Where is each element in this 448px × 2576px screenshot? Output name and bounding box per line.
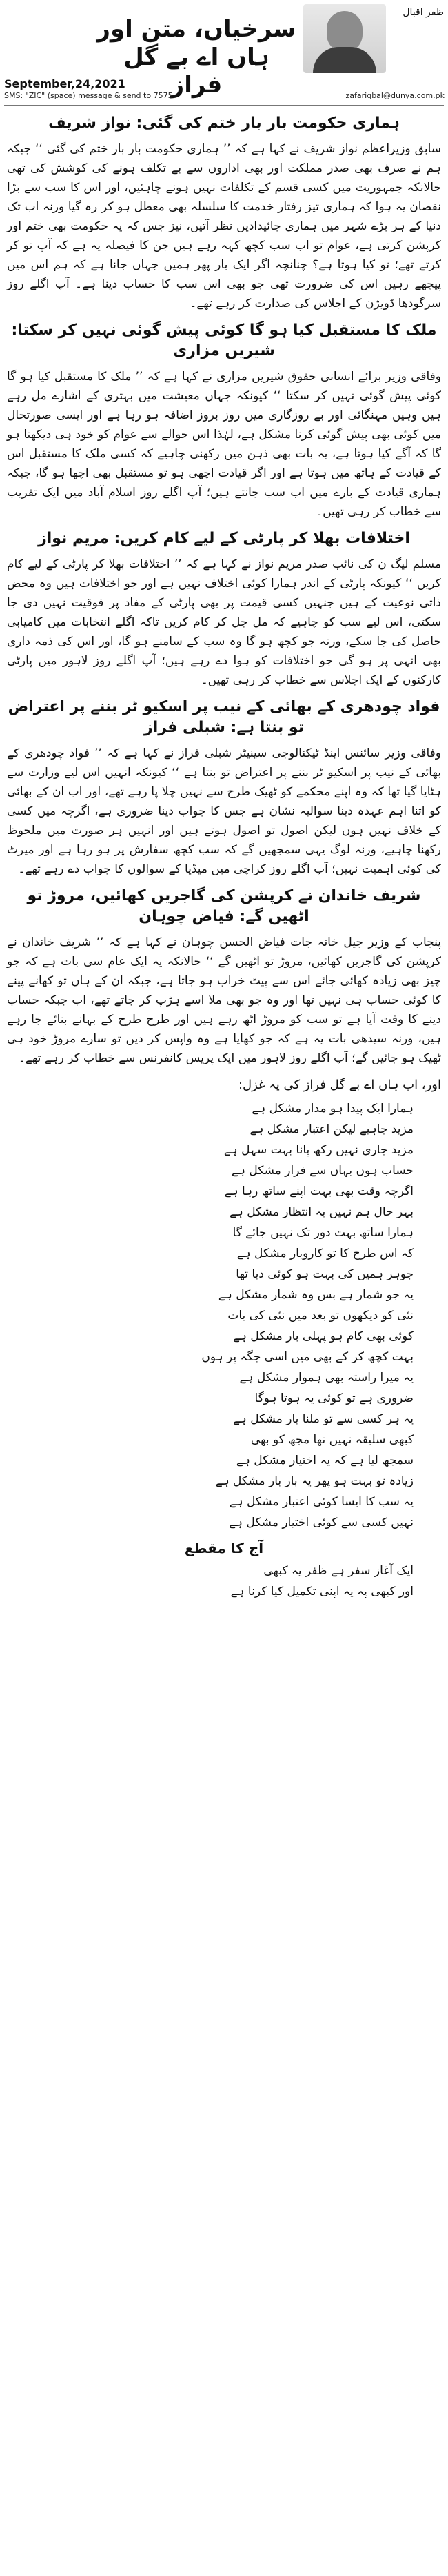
verse-line: جوہر ہمیں کی بہت ہو کوئی دیا تھا bbox=[236, 1267, 414, 1281]
sms-instruction: SMS: "ZIC" (space) message & send to 7575 bbox=[4, 91, 173, 100]
section-title: شریف خاندان نے کرپشن کی گاجریں کھائیں، مروڑ تو اٹھیں گے: فیاض چوہان bbox=[27, 887, 421, 925]
author-photo bbox=[303, 4, 386, 73]
verse-line: یہ جو شمار ہے بس وہ شمار مشکل ہے bbox=[218, 1288, 414, 1302]
news-section bbox=[7, 528, 441, 690]
maqta-section bbox=[7, 1540, 441, 1602]
verse-line: اور کبھی پہ یہ اپنی تکمیل کیا کرنا ہے bbox=[230, 1585, 414, 1598]
verse-line: سمجھ لیا ہے کہ یہ اختیار مشکل ہے bbox=[236, 1454, 414, 1467]
verse-line: زیادہ تو بہت ہو پھر یہ بار بار مشکل ہے bbox=[215, 1474, 414, 1488]
author-email[interactable]: zafariqbal@dunya.com.pk bbox=[345, 91, 445, 100]
verse-line: ہمارا ایک پیدا ہو مدار مشکل ہے bbox=[252, 1102, 414, 1116]
maqta-verses bbox=[7, 1561, 441, 1602]
section-paragraph: پنجاب کے وزیر جیل خانہ جات فیاض الحسن چوہان نے کہا ہے کہ ’’ شریف خاندان نے کرپشن کی گاجریں کھائیں، مروڑ تو اٹھیں گے ‘‘ حالانکہ یہ ایک عام سی بات ہے کہ جو چیز بھی زیادہ کھائی جائے اس سے پیٹ خراب ہو جاتا ہے، جبکہ ان کے ہاں تو کھانے پینے کا کوئی حساب ہی نہیں تھا اور وہ جو بھی ملا اسے ہڑپ کر جاتے تھے، اب جبکہ حساب دینے کا وقت آیا ہے تو سب کو مروڑ اٹھ رہے ہیں اور طرح طرح کے بہانے بنائے جا رہے ہیں، ورنہ سیدھی بات یہ ہے کہ جو کھایا ہے وہ واپس کر دیں تو سارے مروڑ خود ہی ٹھیک ہو جائیں گے؛ آپ اگلے روز لاہور میں ایک پریس کانفرنس سے خطاب کر رہے تھے۔ bbox=[7, 935, 441, 1065]
verse-line: نہیں کسی سے کوئی اختیار مشکل ہے bbox=[229, 1516, 414, 1529]
verse-line: کوئی بھی کام ہو پہلی بار مشکل ہے bbox=[233, 1329, 414, 1343]
author-photo-head bbox=[327, 11, 363, 52]
author-name: ظفر اقبال bbox=[403, 7, 444, 18]
news-section bbox=[7, 697, 441, 879]
maqta-title: آج کا مقطع bbox=[184, 1540, 264, 1556]
ghazal-section bbox=[7, 1075, 441, 1533]
verse-line: نئی کو دیکھوں تو بعد میں نئی کی بات bbox=[227, 1309, 414, 1322]
ghazal-intro: اور، اب ہاں اے بے گل فراز کی یہ غزل: bbox=[238, 1078, 441, 1092]
news-section bbox=[7, 886, 441, 1068]
verse-line: مزید جاہیے لیکن اعتبار مشکل ہے bbox=[250, 1122, 414, 1136]
verse-line: یہ میرا راستہ بھی ہموار مشکل ہے bbox=[239, 1371, 414, 1385]
section-title: فواد چودھری کے بھائی کے نیب پر اسکیو ٹر بننے پر اعتراض تو بنتا ہے: شبلی فراز bbox=[8, 698, 440, 736]
section-paragraph: مسلم لیگ ن کی نائب صدر مریم نواز نے کہا ہے کہ ’’ اختلافات بھلا کر پارٹی کے لیے کام کریں ‘‘ کیونکہ پارٹی کے اندر ہمارا کوئی اختلاف نہیں ہے اور جو اختلافات ہیں وہ محض ذاتی نوعیت کے ہیں جنہیں کسی قیمت پر بھی پارٹی کے مفاد پر فوقیت نہیں دی جا سکتی، اس لیے سب کو چاہیے کہ مل جل کر کام کریں تاکہ اگلے انتخابات میں کامیابی حاصل کی جا سکے، ورنہ جو کچھ ہو گا وہ سب کے سامنے ہو گا، اور اس کی ذمہ داری بھی انہی پر ہو گی جو اختلافات کو ہوا دے رہے ہیں؛ آپ اگلے روز لاہور میں پارٹی کارکنوں کے ایک اجلاس سے خطاب کر رہی تھیں۔ bbox=[7, 557, 441, 687]
section-title: ہماری حکومت بار بار ختم کی گئی: نواز شریف bbox=[48, 115, 400, 132]
verse-line: بہت کچھ کر کے بھی میں اسی جگہ پر ہوں bbox=[201, 1350, 414, 1364]
news-section bbox=[7, 113, 441, 313]
verse-line: ضروری ہے تو کوئی یہ ہوتا ہوگا bbox=[254, 1391, 414, 1405]
column-title: سرخیاں، متن اور ہاں اے بے گل فراز bbox=[96, 15, 296, 99]
verse-line: اگرچہ وقت بھی بہت اپنے ساتھ رہا ہے bbox=[224, 1185, 414, 1198]
article-body bbox=[7, 110, 441, 1609]
verse-line: کبھی سلیقہ نہیں تھا مجھ کو بھی bbox=[250, 1433, 414, 1447]
section-paragraph: وفاقی وزیر برائے انسانی حقوق شیریں مزاری نے کہا ہے کہ ’’ ملک کا مستقبل کیا ہو گا کوئی پیش گوئی نہیں کر سکتا ‘‘ کیونکہ جہاں معیشت میں بہتری کے اشارے مل رہے ہیں وہیں مہنگائی اور بے روزگاری میں روز بروز اضافہ ہو رہا ہے اور ایسی صورتحال میں کوئی بھی پیش گوئی کرنا مشکل ہے، لہٰذا اس حوالے سے عوام کو خود ہی دیکھنا ہو گا کہ آگے کیا ہوتا ہے، یہ بات بھی ذہن میں رکھنی چاہیے کہ کسی ملک کا مستقبل اس کے قیادت کے ہاتھ میں ہوتا ہے اور اگر قیادت اچھی ہو تو مستقبل بھی اچھا ہو گا، جبکہ ہماری قیادت کے بارے میں اب سب جانتے ہیں؛ آپ اگلے روز اسلام آباد میں ایک تقریب سے خطاب کر رہی تھیں۔ bbox=[7, 370, 441, 519]
section-paragraph: وفاقی وزیر سائنس اینڈ ٹیکنالوجی سینیٹر شبلی فراز نے کہا ہے کہ ’’ فواد چودھری کے بھائی کے نیب پر اسکیو ٹر بننے پر اعتراض تو بنتا ہے ‘‘ کیونکہ انہیں اس لیے وزارت سے ہٹایا گیا تھا کہ وہ اپنے محکمے کو ٹھیک طرح سے نہیں چلا پا رہے تھے، اور اب ان کے بھائی کو اتنا اہم عہدہ دینا سوالیہ نشان ہے جس کا جواب دینا ضروری ہے، اگرچہ میں کسی کے خلاف نہیں ہوں لیکن اصول تو اصول ہوتے ہیں اور انہیں ہر صورت میں ملحوظ رکھنا چاہیے، ورنہ لوگ یہی سمجھیں گے کہ سب کچھ سفارش پر ہو رہا ہے اور میرٹ کی کوئی اہمیت نہیں؛ آپ اگلے روز کراچی میں میڈیا کے سوالوں کا جواب دے رہے تھے۔ bbox=[7, 746, 441, 876]
section-title: ملک کا مستقبل کیا ہو گا کوئی پیش گوئی نہیں کر سکتا: شیریں مزاری bbox=[11, 321, 437, 359]
verse-line: ایک آغاز سفر ہے ظفر یہ کبھی bbox=[263, 1564, 414, 1578]
verse-line: کہ اس طرح کا تو کاروبار مشکل ہے bbox=[236, 1247, 414, 1260]
news-section bbox=[7, 320, 441, 522]
verse-line: بہر حال ہم نہیں یہ انتظار مشکل ہے bbox=[229, 1205, 414, 1219]
column-header bbox=[0, 0, 448, 117]
section-title: اختلافات بھلا کر پارٹی کے لیے کام کریں: مریم نواز bbox=[38, 530, 410, 547]
header-divider bbox=[4, 105, 444, 106]
ghazal-verses bbox=[7, 1098, 441, 1533]
section-paragraph: سابق وزیراعظم نواز شریف نے کہا ہے کہ ’’ ہماری حکومت بار بار ختم کی گئی ‘‘ جبکہ ہم نے صرف بھی صدر مملکت اور بھی اداروں سے بے تکلف ہونے کی کوشش کی تھی حالانکہ جمہوریت میں کسی قسم کے تکلفات نہیں ہونے چاہئیں، اور اس کا سب سے بڑا نقصان یہ ہوا کہ ہماری تیز رفتار خدمت کا سلسلہ بھی معطل ہو کر رہ گیا ورنہ اب تک دنیا کے ہر بڑے شہر میں ہماری جائیدادیں نظر آتیں، نیز جس کہ یہ حکومت بھی ختم اور کرپشن کرتی ہے، عوام تو اب سب کچھ کہہ رہے ہیں جن کا فیصلہ یہ ہے کہ آپ تو کر کرتے تھے؛ تو کیا ہوتا ہے؟ چنانچہ اگر ایک بار پھر ہمیں جہاں جانا ہے کہ ہم اس میں پیچھے رہیں اس کی ضرورت تھی جو بھی اس سب کا حساب دینا ہے۔ آپ اگلے روز سرگودھا ڈویژن کے اجلاس کی صدارت کر رہے تھے۔ bbox=[7, 142, 441, 310]
verse-line: حساب ہوں بہاں سے فرار مشکل ہے bbox=[232, 1164, 414, 1178]
verse-line: مزید جاری نہیں رکھ پانا بہت سہل ہے bbox=[223, 1143, 414, 1157]
verse-line: یہ سب کا ایسا کوئی اعتبار مشکل ہے bbox=[229, 1495, 414, 1509]
column-date: September,24,2021 bbox=[4, 77, 125, 90]
verse-line: ہمارا ساتھ بہت دور تک نہیں جائے گا bbox=[232, 1226, 414, 1240]
author-photo-body bbox=[313, 47, 376, 73]
verse-line: یہ ہر کسی سے تو ملنا یار مشکل ہے bbox=[232, 1412, 414, 1426]
